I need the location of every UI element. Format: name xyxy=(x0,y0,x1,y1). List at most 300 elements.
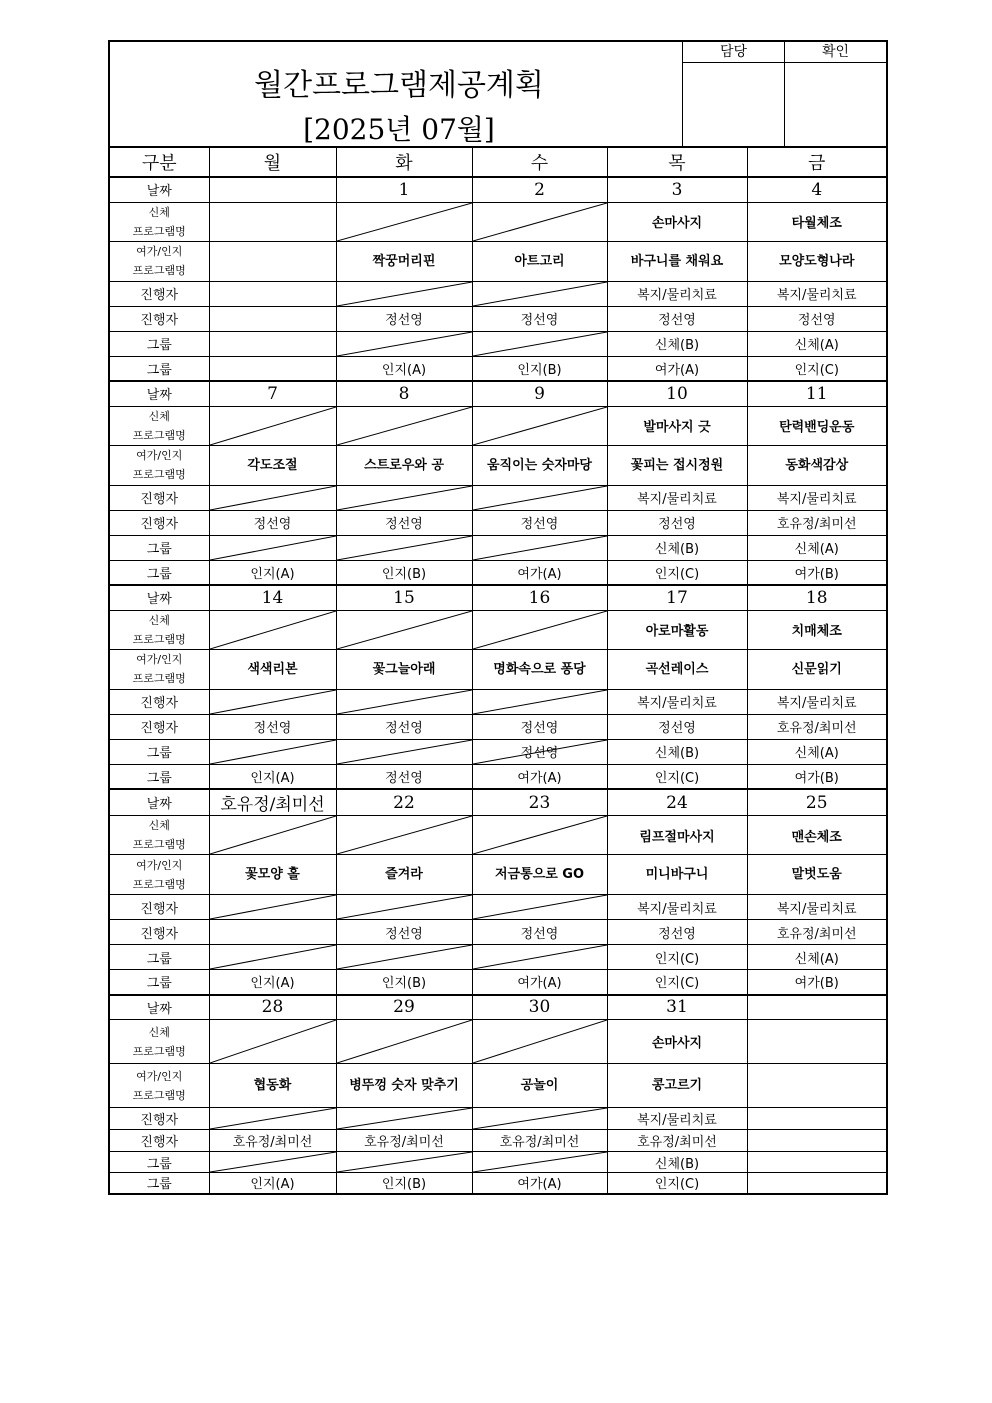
cell-text: 정선영 xyxy=(253,517,292,532)
diagonal-strike xyxy=(337,690,472,714)
week-4-day-5-leader-staff xyxy=(747,920,887,945)
week-1-group-cognitive-row xyxy=(109,356,887,381)
row-label-line-2: 프로그램명 xyxy=(132,1044,186,1058)
week-4-day-1-group-physical xyxy=(209,945,336,970)
leisure-program-row-label xyxy=(109,1064,209,1108)
week-2-day-5-group-cognitive xyxy=(747,560,887,585)
week-1-day-1-leader-staff xyxy=(209,306,336,331)
row-label-line-2: 프로그램명 xyxy=(132,1088,186,1102)
week-1-day-1-group-cognitive xyxy=(209,356,336,381)
cell-text: 호유정/최미선 xyxy=(499,1135,580,1150)
cell-text: 7 xyxy=(267,383,278,404)
week-4-group-cognitive-row xyxy=(109,970,887,995)
week-1-day-4-leader-staff xyxy=(607,306,747,331)
week-5-day-4-leisure-program xyxy=(607,1064,747,1108)
week-3-day-5-physical-program xyxy=(747,610,887,649)
week-5-day-5-leader-staff xyxy=(747,1130,887,1152)
week-5-day-1-group-cognitive xyxy=(209,1173,336,1194)
cell-text: 9 xyxy=(534,383,545,404)
week-2-day-5-leader-staff xyxy=(747,510,887,535)
row-label-line-2: 프로그램명 xyxy=(132,264,186,277)
cell-text: 신체(B) xyxy=(654,542,700,557)
week-3-day-5-date xyxy=(747,585,887,610)
diagonal-strike xyxy=(473,332,607,356)
week-3-day-5-group-cognitive xyxy=(747,764,887,789)
week-3-day-5-leader-staff xyxy=(747,714,887,739)
week-5-day-1-physical-program xyxy=(209,1020,336,1064)
week-3-day-4-group-cognitive xyxy=(607,764,747,789)
week-4-day-4-leader-staff xyxy=(607,920,747,945)
cell-text: 명화속으로 퐁당 xyxy=(493,661,586,677)
cell-text: 미니바구니 xyxy=(645,867,709,882)
week-2-day-1-leader-staff xyxy=(209,510,336,535)
cell-text: 정선영 xyxy=(797,313,836,328)
cell-text: 정선영 xyxy=(520,517,559,532)
week-4-day-3-leisure-program xyxy=(472,855,607,895)
week-3-day-4-leader-staff xyxy=(607,714,747,739)
week-5-day-2-date xyxy=(336,995,472,1020)
week-1-day-1-leisure-program xyxy=(209,241,336,281)
week-1-day-5-leisure-program xyxy=(747,241,887,281)
week-1-day-4-group-physical xyxy=(607,331,747,356)
cell-text: 인지(B) xyxy=(517,362,562,378)
cell-text: 복지/물리치료 xyxy=(776,288,857,303)
week-1-day-1-physical-program xyxy=(209,202,336,241)
cell-text: 22 xyxy=(393,792,415,813)
diagonal-strike xyxy=(210,486,336,510)
week-1-group-physical-row xyxy=(109,331,887,356)
week-5-day-5-group-physical xyxy=(747,1152,887,1173)
week-5-day-2-physical-program xyxy=(336,1020,472,1064)
cell-text: 꽃피는 접시정원 xyxy=(630,457,724,473)
diagonal-strike xyxy=(473,486,607,510)
week-3-day-1-group-physical xyxy=(209,739,336,764)
week-5-day-5-leisure-program xyxy=(747,1064,887,1108)
diagonal-strike xyxy=(473,945,607,969)
week-1-day-2-group-physical xyxy=(336,331,472,356)
week-1-day-2-leader-therapy xyxy=(336,281,472,306)
week-3-day-1-leisure-program xyxy=(209,649,336,689)
cell-text: 인지(B) xyxy=(381,976,427,992)
week-2-day-3-group-cognitive xyxy=(472,560,607,585)
row-label-line-2: 프로그램명 xyxy=(132,877,186,891)
week-2-leader-staff-row xyxy=(109,510,887,535)
week-5-day-1-leisure-program xyxy=(209,1064,336,1108)
cell-text: 복지/물리치료 xyxy=(637,288,717,303)
week-5-physical-program-row xyxy=(109,1020,887,1064)
week-1-day-5-group-physical xyxy=(747,331,887,356)
week-3-day-5-leisure-program xyxy=(747,649,887,689)
day-label-mon: 월 xyxy=(209,147,336,177)
week-4-day-3-physical-program xyxy=(472,816,607,855)
row-label-line-2: 프로그램명 xyxy=(132,224,186,238)
week-2-day-5-physical-program xyxy=(747,406,887,445)
row-label-line-1: 신체 xyxy=(148,613,170,627)
cell-text: 정선영 xyxy=(658,926,696,942)
cell-text: 복지/물리치료 xyxy=(637,696,717,711)
week-2-day-2-physical-program xyxy=(336,406,472,445)
week-1-day-1-group-physical xyxy=(209,331,336,356)
row-label-line-2: 프로그램명 xyxy=(132,632,186,646)
week-5-day-5-date xyxy=(747,995,887,1020)
week-1-day-2-date xyxy=(336,177,472,202)
week-5-day-1-leader-therapy xyxy=(209,1108,336,1130)
row-label-line-2: 프로그램명 xyxy=(132,468,186,481)
week-5-day-3-date xyxy=(472,995,607,1020)
leader-staff-row-label: 진행자 xyxy=(109,714,209,739)
leader-therapy-row-label: 진행자 xyxy=(109,689,209,714)
week-3-day-4-physical-program xyxy=(607,610,747,649)
diagonal-strike xyxy=(210,690,336,714)
cell-text: 1 xyxy=(398,179,410,200)
cell-text: 곡선레이스 xyxy=(645,661,709,677)
diagonal-strike xyxy=(210,895,336,919)
cell-text: 치매체조 xyxy=(791,624,842,639)
cell-text: 짝꿍머리핀 xyxy=(372,253,436,269)
cell-text: 정선영 xyxy=(385,313,423,328)
document-page xyxy=(108,40,888,1195)
cell-text: 10 xyxy=(666,383,688,404)
week-4-day-1-date xyxy=(209,789,336,816)
cell-text: 정선영 xyxy=(385,721,423,736)
week-4-day-1-leisure-program xyxy=(209,855,336,895)
cell-text: 복지/물리치료 xyxy=(776,492,857,507)
diagonal-strike xyxy=(337,486,472,510)
cell-text: 인지(C) xyxy=(794,362,839,378)
cell-text: 정선영 xyxy=(253,721,292,736)
cell-text: 여가(A) xyxy=(517,976,562,992)
week-5-day-4-physical-program xyxy=(607,1020,747,1064)
cell-text: 25 xyxy=(805,792,828,813)
week-4-day-3-leader-staff xyxy=(472,920,607,945)
week-2-day-4-leisure-program xyxy=(607,445,747,485)
cell-text: 신체(B) xyxy=(654,746,700,761)
group-cognitive-row-label: 그룹 xyxy=(109,356,209,381)
week-3-day-1-physical-program xyxy=(209,610,336,649)
cell-text: 여가(A) xyxy=(654,362,700,378)
week-1-physical-program-row xyxy=(109,202,887,241)
week-1-leisure-program-row xyxy=(109,241,887,281)
diagonal-strike xyxy=(337,203,472,241)
cell-text: 공놀이 xyxy=(520,1078,559,1093)
cell-text: 호유정/최미선 xyxy=(776,517,857,532)
cell-text: 정선영 xyxy=(520,926,559,942)
cell-text: 신체(B) xyxy=(654,338,700,353)
date-row-label: 날짜 xyxy=(109,585,209,610)
week-1-day-1-date xyxy=(209,177,336,202)
week-3-day-2-physical-program xyxy=(336,610,472,649)
week-4-day-3-group-cognitive xyxy=(472,970,607,995)
leisure-program-row-label xyxy=(109,855,209,895)
cell-text: 말벗도움 xyxy=(791,867,842,882)
week-1-day-3-group-physical xyxy=(472,331,607,356)
group-physical-row-label: 그룹 xyxy=(109,739,209,764)
week-2-day-4-group-cognitive xyxy=(607,560,747,585)
week-2-day-5-leader-therapy xyxy=(747,485,887,510)
cell-text: 인지(C) xyxy=(654,770,700,786)
schedule-table xyxy=(108,146,888,1195)
diagonal-strike xyxy=(337,611,472,649)
week-2-day-2-leisure-program xyxy=(336,445,472,485)
week-2-day-2-leader-staff xyxy=(336,510,472,535)
week-1-day-2-physical-program xyxy=(336,202,472,241)
week-3-date-row xyxy=(109,585,887,610)
week-3-day-4-leisure-program xyxy=(607,649,747,689)
cell-text: 인지(A) xyxy=(381,362,427,378)
week-3-day-3-leisure-program xyxy=(472,649,607,689)
cell-text: 3 xyxy=(671,179,683,200)
cell-text: 정선영 xyxy=(658,517,696,532)
diagonal-strike xyxy=(473,203,607,241)
diagonal-strike xyxy=(210,1152,336,1172)
diagonal-strike xyxy=(337,740,472,764)
diagonal-strike xyxy=(337,1020,472,1063)
week-2-physical-program-row xyxy=(109,406,887,445)
cell-text: 복지/물리치료 xyxy=(637,492,717,507)
week-5-group-physical-row xyxy=(109,1152,887,1173)
cell-text: 인지(B) xyxy=(381,1177,427,1193)
week-4-day-5-physical-program xyxy=(747,816,887,855)
week-1-day-2-leader-staff xyxy=(336,306,472,331)
week-2-day-4-group-physical xyxy=(607,535,747,560)
week-5-day-2-leisure-program xyxy=(336,1064,472,1108)
cell-text: 맨손체조 xyxy=(791,829,842,845)
week-4-day-4-physical-program xyxy=(607,816,747,855)
week-5-day-2-leader-therapy xyxy=(336,1108,472,1130)
week-4-day-4-group-physical xyxy=(607,945,747,970)
diagonal-strike xyxy=(473,611,607,649)
week-3-day-3-group-cognitive xyxy=(472,764,607,789)
week-2-group-cognitive-row xyxy=(109,560,887,585)
diagonal-strike xyxy=(210,536,336,560)
cell-text: 인지(B) xyxy=(381,566,427,582)
leader-staff-row-label: 진행자 xyxy=(109,510,209,535)
week-4-date-row xyxy=(109,789,887,816)
week-3-day-2-group-cognitive xyxy=(336,764,472,789)
week-4-day-5-group-physical xyxy=(747,945,887,970)
cell-text: 정선영 xyxy=(385,926,423,942)
diagonal-strike xyxy=(337,407,472,445)
cell-text: 신체(A) xyxy=(794,338,839,353)
row-label-line-1: 여가/인지 xyxy=(136,858,183,872)
cell-text: 호유정/최미선 xyxy=(220,795,325,815)
cell-text: 16 xyxy=(528,587,551,608)
week-5-day-2-group-cognitive xyxy=(336,1173,472,1194)
week-3-leader-staff-row xyxy=(109,714,887,739)
day-label-tue: 화 xyxy=(336,147,472,177)
row-label-line-1: 여가/인지 xyxy=(136,245,183,258)
week-4-day-2-date xyxy=(336,789,472,816)
group-cognitive-row-label: 그룹 xyxy=(109,560,209,585)
cell-text: 여가(A) xyxy=(517,1177,562,1193)
week-5-day-5-leader-therapy xyxy=(747,1108,887,1130)
week-4-leisure-program-row xyxy=(109,855,887,895)
week-4-day-5-date xyxy=(747,789,887,816)
week-1-day-3-physical-program xyxy=(472,202,607,241)
week-1-day-5-leader-staff xyxy=(747,306,887,331)
week-4-day-1-group-cognitive xyxy=(209,970,336,995)
leader-therapy-row-label: 진행자 xyxy=(109,485,209,510)
document-period: [2025년 07월] xyxy=(303,113,495,146)
week-5-day-1-leader-staff xyxy=(209,1130,336,1152)
week-2-day-3-leisure-program xyxy=(472,445,607,485)
cell-text: 14 xyxy=(261,587,284,608)
diagonal-strike xyxy=(473,282,607,306)
week-2-day-4-leader-staff xyxy=(607,510,747,535)
date-row-label: 날짜 xyxy=(109,381,209,406)
week-4-day-3-group-physical xyxy=(472,945,607,970)
row-label-line-1: 여가/인지 xyxy=(136,449,183,462)
week-1-leader-staff-row xyxy=(109,306,887,331)
week-1-day-3-leisure-program xyxy=(472,241,607,281)
cell-text: 모양도형나라 xyxy=(779,253,855,269)
week-3-day-2-group-physical xyxy=(336,739,472,764)
group-cognitive-row-label: 그룹 xyxy=(109,1173,209,1194)
row-label-line-2: 프로그램명 xyxy=(132,838,186,851)
week-5-leader-staff-row xyxy=(109,1130,887,1152)
cell-text: 인지(C) xyxy=(654,1177,700,1193)
week-1-day-4-leader-therapy xyxy=(607,281,747,306)
physical-program-row-label xyxy=(109,816,209,855)
cell-text: 인지(A) xyxy=(250,566,295,582)
row-label-line-1: 신체 xyxy=(148,409,170,423)
week-2-day-1-physical-program xyxy=(209,406,336,445)
cell-text: 색색리본 xyxy=(247,661,298,677)
week-2-day-3-physical-program xyxy=(472,406,607,445)
week-2-day-2-date xyxy=(336,381,472,406)
cell-text: 정선영 xyxy=(385,517,423,532)
week-3-physical-program-row xyxy=(109,610,887,649)
week-2-day-1-group-physical xyxy=(209,535,336,560)
week-2-day-5-group-physical xyxy=(747,535,887,560)
week-4-day-2-group-cognitive xyxy=(336,970,472,995)
week-5-day-3-leader-therapy xyxy=(472,1108,607,1130)
week-3-day-4-date xyxy=(607,585,747,610)
diagonal-strike xyxy=(473,1020,607,1063)
week-5-day-4-group-physical xyxy=(607,1152,747,1173)
week-4-day-1-leader-staff xyxy=(209,920,336,945)
week-3-day-2-leader-therapy xyxy=(336,689,472,714)
week-5-leader-therapy-row xyxy=(109,1108,887,1130)
cell-text: 신체(B) xyxy=(654,1156,700,1172)
diagonal-strike xyxy=(210,945,336,969)
leader-staff-row-label: 진행자 xyxy=(109,1130,209,1152)
week-1-day-5-leader-therapy xyxy=(747,281,887,306)
week-5-day-3-leader-staff xyxy=(472,1130,607,1152)
week-2-day-4-physical-program xyxy=(607,406,747,445)
week-4-leader-staff-row xyxy=(109,920,887,945)
cell-text: 24 xyxy=(666,792,688,813)
week-2-day-2-group-physical xyxy=(336,535,472,560)
cell-text: 탄력밴딩운동 xyxy=(779,420,855,435)
cell-text: 여가(A) xyxy=(517,566,562,582)
cell-text: 바구니를 채워요 xyxy=(630,253,724,269)
row-label-line-1: 여가/인지 xyxy=(136,653,183,666)
date-row-label: 날짜 xyxy=(109,995,209,1020)
approval-confirm-label: 확인 xyxy=(785,42,886,63)
cell-text: 각도조절 xyxy=(247,457,298,473)
cell-text: 동화색감상 xyxy=(785,457,849,473)
diagonal-strike xyxy=(337,282,472,306)
row-label-line-1: 신체 xyxy=(148,819,170,832)
cell-text: 18 xyxy=(805,587,828,608)
week-3-day-5-group-physical xyxy=(747,739,887,764)
week-2-day-1-leisure-program xyxy=(209,445,336,485)
week-3-day-2-leader-staff xyxy=(336,714,472,739)
week-5-group-cognitive-row xyxy=(109,1173,887,1194)
approval-charge-label: 담당 xyxy=(683,42,784,63)
cell-text: 아트고리 xyxy=(514,253,565,269)
diagonal-strike xyxy=(473,407,607,445)
week-4-day-2-leisure-program xyxy=(336,855,472,895)
week-5-day-4-leader-staff xyxy=(607,1130,747,1152)
week-1-day-4-leisure-program xyxy=(607,241,747,281)
week-4-day-4-leader-therapy xyxy=(607,895,747,920)
week-4-leader-therapy-row xyxy=(109,895,887,920)
week-4-day-2-leader-staff xyxy=(336,920,472,945)
week-3-day-1-date xyxy=(209,585,336,610)
week-1-day-3-date xyxy=(472,177,607,202)
week-5-day-4-date xyxy=(607,995,747,1020)
diagonal-strike xyxy=(210,816,336,854)
week-3-leisure-program-row xyxy=(109,649,887,689)
diagonal-strike xyxy=(473,1108,607,1129)
cell-text: 호유정/최미선 xyxy=(776,926,857,942)
physical-program-row-label xyxy=(109,202,209,241)
row-label-line-2: 프로그램명 xyxy=(132,428,186,442)
cell-text: 림프절마사지 xyxy=(639,829,715,845)
week-4-day-3-date xyxy=(472,789,607,816)
week-2-leader-therapy-row xyxy=(109,485,887,510)
week-2-day-1-leader-therapy xyxy=(209,485,336,510)
week-2-day-4-leader-therapy xyxy=(607,485,747,510)
cell-text: 협동화 xyxy=(253,1078,292,1093)
week-4-physical-program-row xyxy=(109,816,887,855)
week-5-day-4-leader-therapy xyxy=(607,1108,747,1130)
cell-text: 복지/물리치료 xyxy=(776,901,857,917)
week-5-date-row xyxy=(109,995,887,1020)
cell-text: 28 xyxy=(261,997,284,1018)
week-1-day-2-group-cognitive xyxy=(336,356,472,381)
week-5-leisure-program-row xyxy=(109,1064,887,1108)
diagonal-strike xyxy=(337,816,472,854)
date-row-label: 날짜 xyxy=(109,177,209,202)
cell-text: 정선영 xyxy=(520,721,559,736)
week-5-day-3-group-cognitive xyxy=(472,1173,607,1194)
week-5-day-2-group-physical xyxy=(336,1152,472,1173)
cell-text: 여가(B) xyxy=(794,976,839,992)
row-label-line-1: 신체 xyxy=(148,1025,170,1039)
diagonal-strike xyxy=(473,690,607,714)
week-4-day-4-leisure-program xyxy=(607,855,747,895)
cell-text: 11 xyxy=(805,383,828,404)
cell-text: 8 xyxy=(398,383,410,404)
diagonal-strike xyxy=(473,536,607,560)
cell-text: 2 xyxy=(534,179,545,200)
week-1-leader-therapy-row xyxy=(109,281,887,306)
cell-text: 움직이는 숫자마당 xyxy=(487,457,592,473)
cell-text: 신체(A) xyxy=(794,746,839,761)
cell-text: 여가(A) xyxy=(517,770,562,786)
cell-text: 꽃모양 홀 xyxy=(245,867,300,882)
week-2-day-3-group-physical xyxy=(472,535,607,560)
week-1-day-5-group-cognitive xyxy=(747,356,887,381)
diagonal-strike xyxy=(473,1152,607,1172)
approval-box xyxy=(682,42,886,146)
week-1-day-3-group-cognitive xyxy=(472,356,607,381)
cell-text: 신문읽기 xyxy=(791,661,842,677)
week-4-day-2-physical-program xyxy=(336,816,472,855)
